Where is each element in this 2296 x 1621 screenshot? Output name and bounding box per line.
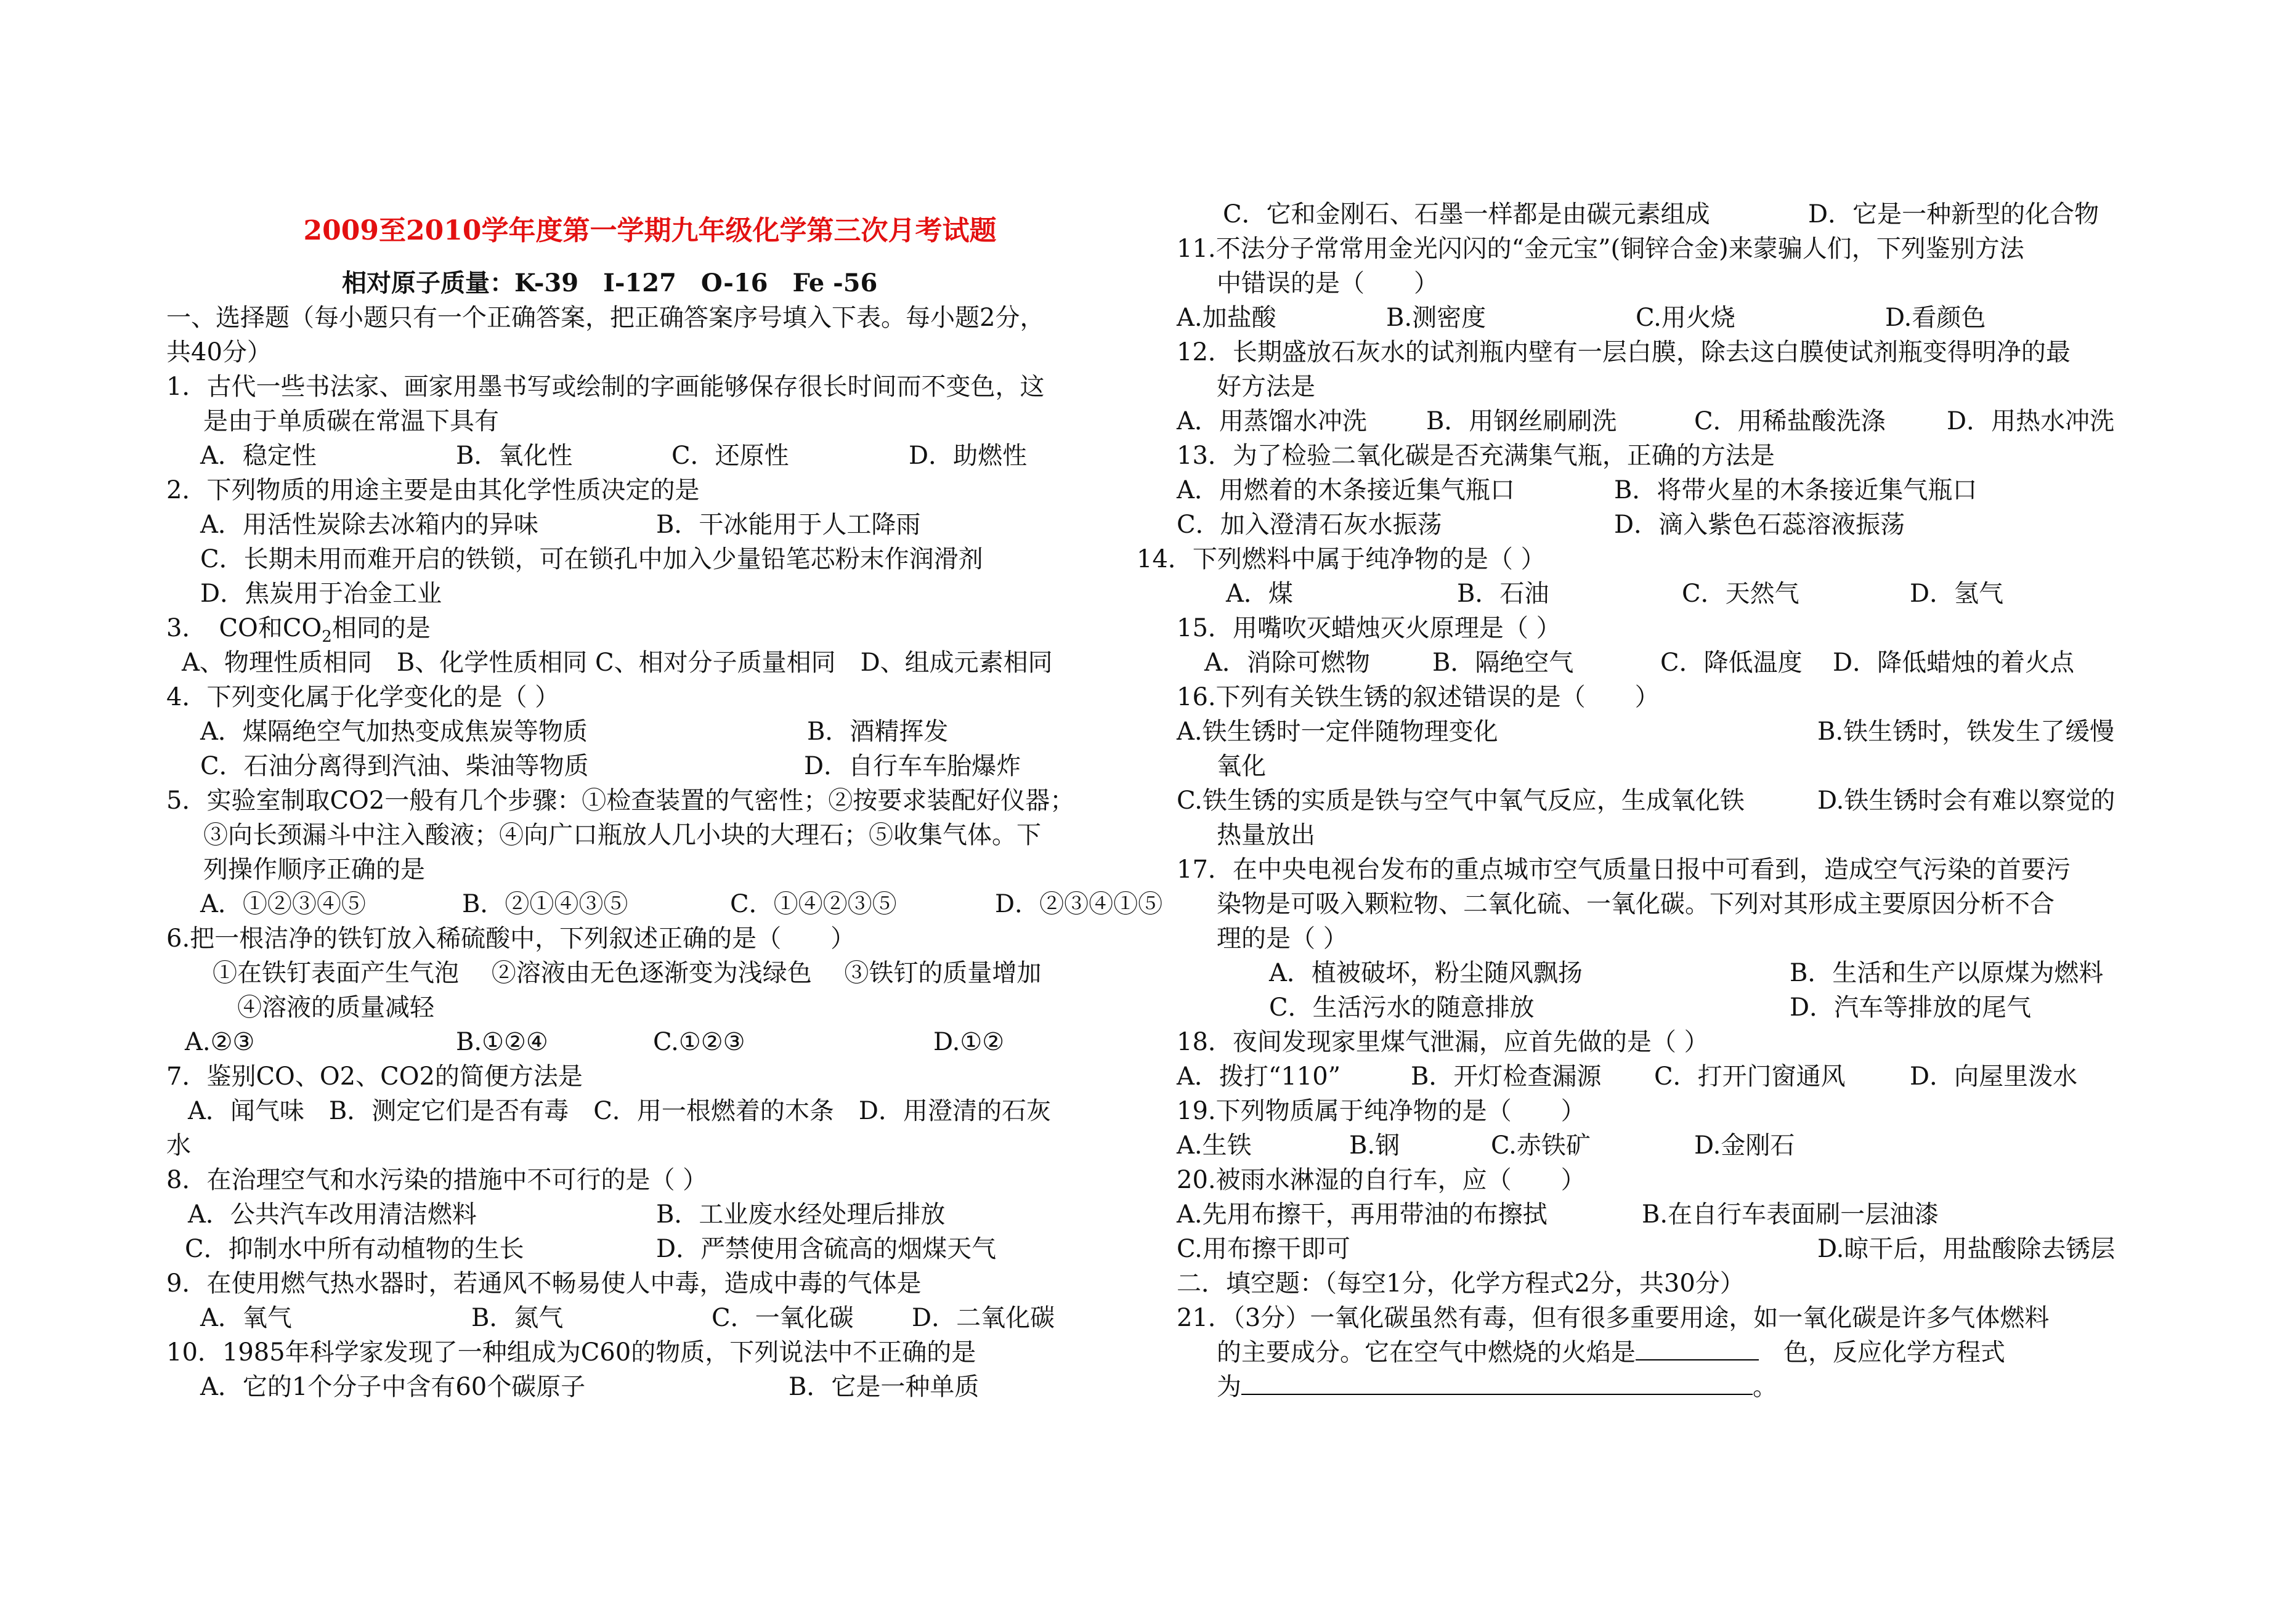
q21-line1-text: 的主要成分。它在空气中燃烧的火焰是 xyxy=(1217,1338,1636,1367)
q17-option-a: A．植被破坏，粉尘随风飘扬 xyxy=(1269,959,1583,987)
q7-options: A．闻气味 B．测定它们是否有毒 C．用一根燃着的木条 D．用澄清的石灰 xyxy=(188,1097,1051,1125)
q6-statements-1: ①在铁钉表面产生气泡 ②溶液由无色逐渐变为浅绿色 ③铁钉的质量增加 xyxy=(213,959,1042,987)
q6-option-d: D.①② xyxy=(933,1028,1005,1056)
question-16: 16.下列有关铁生锈的叙述错误的是（ ） xyxy=(1177,683,1660,711)
q1-option-d: D．助燃性 xyxy=(909,442,1028,470)
question-11-cont: 中错误的是（ ） xyxy=(1217,269,1438,297)
q2-option-c: C．长期未用而难开启的铁锁，可在锁孔中加入少量铅笔芯粉末作润滑剂 xyxy=(200,545,983,573)
question-17-cont2: 理的是（ ） xyxy=(1217,924,1348,953)
q11-option-a: A.加盐酸 xyxy=(1177,304,1276,332)
q21-equation-blank[interactable] xyxy=(1241,1370,1753,1395)
q14-option-d: D．氢气 xyxy=(1910,580,2004,608)
q2-option-a: A．用活性炭除去冰箱内的异味 xyxy=(200,511,538,539)
q11-option-c: C.用火烧 xyxy=(1636,304,1735,332)
q4-option-b: B．酒精挥发 xyxy=(807,718,949,746)
question-12-cont: 好方法是 xyxy=(1217,373,1315,401)
q3-subscript: 2 xyxy=(322,628,332,646)
q10-option-a: A．它的1个分子中含有60个碳原子 xyxy=(200,1373,586,1401)
question-5-cont2: 列操作顺序正确的是 xyxy=(203,855,425,884)
question-5-cont1: ③向长颈漏斗中注入酸液；④向广口瓶放人几小块的大理石；⑤收集气体。下 xyxy=(203,821,1041,849)
q8-option-b: B．工业废水经处理后排放 xyxy=(656,1200,946,1229)
q19-option-d: D.金刚石 xyxy=(1694,1131,1795,1160)
q19-option-b: B.钢 xyxy=(1349,1131,1400,1160)
question-17: 17．在中央电视台发布的重点城市空气质量日报中可看到，造成空气污染的首要污 xyxy=(1177,855,2071,884)
q17-option-b: B．生活和生产以原煤为燃料 xyxy=(1790,959,2104,987)
q21-flame-color-blank[interactable] xyxy=(1636,1336,1759,1360)
q14-option-a: A．煤 xyxy=(1226,580,1293,608)
q15-option-a: A．消除可燃物 xyxy=(1204,649,1370,677)
q16-option-b-cont: 氧化 xyxy=(1217,752,1266,780)
exam-title: 2009至2010学年度第一学期九年级化学第三次月考试题 xyxy=(303,215,997,246)
q13-option-a: A．用燃着的木条接近集气瓶口 xyxy=(1177,476,1515,504)
q14-option-c: C．天然气 xyxy=(1682,580,1799,608)
q18-option-b: B．开灯检查漏源 xyxy=(1411,1062,1602,1091)
q8-option-a: A．公共汽车改用清洁燃料 xyxy=(188,1200,477,1229)
q4-option-d: D．自行车车胎爆炸 xyxy=(804,752,1021,780)
q7-options-cont: 水 xyxy=(166,1131,191,1160)
question-10: 10．1985年科学家发现了一种组成为C60的物质，下列说法中不正确的是 xyxy=(166,1338,976,1367)
question-1: 1．古代一些书法家、画家用墨书写或绘制的字画能够保存很长时间而不变色，这 xyxy=(166,373,1045,401)
q5-option-b: B．②①④③⑤ xyxy=(462,890,628,918)
q19-option-a: A.生铁 xyxy=(1177,1131,1252,1160)
question-12: 12．长期盛放石灰水的试剂瓶内壁有一层白膜，除去这白膜使试剂瓶变得明净的最 xyxy=(1177,338,2071,366)
q3-suffix: 相同的是 xyxy=(331,614,431,642)
q5-option-c: C．①④②③⑤ xyxy=(730,890,897,918)
q14-option-b: B．石油 xyxy=(1457,580,1549,608)
q16-option-c: C.铁生锈的实质是铁与空气中氧气反应，生成氧化铁 xyxy=(1177,786,1745,815)
question-13: 13．为了检验二氧化碳是否充满集气瓶，正确的方法是 xyxy=(1177,442,1775,470)
q16-option-b: B.铁生锈时，铁发生了缓慢 xyxy=(1817,718,2115,746)
q1-option-b: B．氧化性 xyxy=(456,442,573,470)
q15-option-b: B．隔绝空气 xyxy=(1432,649,1574,677)
q6-option-c: C.①②③ xyxy=(653,1028,745,1056)
q4-option-a: A．煤隔绝空气加热变成焦炭等物质 xyxy=(200,718,588,746)
question-21-cont2 xyxy=(1217,1370,1777,1404)
q2-option-d: D．焦炭用于冶金工业 xyxy=(200,580,442,608)
q20-option-b: B.在自行车表面刷一层油漆 xyxy=(1642,1200,1939,1229)
q17-option-c: C．生活污水的随意排放 xyxy=(1269,993,1535,1022)
q3-prefix: 3． CO和CO xyxy=(166,614,322,642)
section2-heading: 二．填空题：（每空1分，化学方程式2分，共30分） xyxy=(1177,1269,1745,1298)
question-6: 6.把一根洁净的铁钉放入稀硫酸中，下列叙述正确的是（ ） xyxy=(166,924,856,953)
q16-option-d: D.铁生锈时会有难以察觉的 xyxy=(1817,786,2115,815)
q1-option-c: C．还原性 xyxy=(671,442,789,470)
q15-option-d: D．降低蜡烛的着火点 xyxy=(1833,649,2075,677)
question-4: 4．下列变化属于化学变化的是（ ） xyxy=(166,683,560,711)
q18-option-c: C．打开门窗通风 xyxy=(1654,1062,1846,1091)
question-21: 21．（3分）一氧化碳虽然有毒，但有很多重要用途，如一氧化碳是许多气体燃料 xyxy=(1177,1304,2050,1332)
question-9: 9．在使用燃气热水器时，若通风不畅易使人中毒，造成中毒的气体是 xyxy=(166,1269,922,1298)
q20-option-d: D.晾干后，用盐酸除去锈层 xyxy=(1817,1235,2115,1263)
q6-statements-2: ④溶液的质量减轻 xyxy=(237,993,434,1022)
q12-option-d: D．用热水冲洗 xyxy=(1947,407,2115,435)
q19-option-c: C.赤铁矿 xyxy=(1491,1131,1591,1160)
q10-option-b: B．它是一种单质 xyxy=(789,1373,980,1401)
q1-option-a: A．稳定性 xyxy=(200,442,317,470)
question-5: 5．实验室制取CO2一般有几个步骤：①检查装置的气密性；②按要求装配好仪器； xyxy=(166,786,1075,815)
q8-option-d: D．严禁使用含硫高的烟煤天气 xyxy=(656,1235,997,1263)
q4-option-c: C．石油分离得到汽油、柴油等物质 xyxy=(200,752,589,780)
q9-option-a: A．氧气 xyxy=(200,1304,292,1332)
q18-option-d: D．向屋里泼水 xyxy=(1910,1062,2078,1091)
question-7: 7．鉴别CO、O2、CO2的简便方法是 xyxy=(166,1062,583,1091)
atomic-mass-line: 相对原子质量：K-39 I-127 O-16 Fe -56 xyxy=(342,269,878,297)
question-11: 11.不法分子常常用金光闪闪的“金元宝”(铜锌合金)来蒙骗人们，下列鉴别方法 xyxy=(1177,235,2024,263)
q16-option-d-cont: 热量放出 xyxy=(1217,821,1315,849)
q21-line1-text-post: 色，反应化学方程式 xyxy=(1783,1338,2005,1367)
section1-heading-cont: 共40分） xyxy=(166,338,272,366)
question-8: 8．在治理空气和水污染的措施中不可行的是（ ） xyxy=(166,1166,708,1194)
q13-option-d: D．滴入紫色石蕊溶液振荡 xyxy=(1614,511,1905,539)
q20-option-c: C.用布擦干即可 xyxy=(1177,1235,1350,1263)
q16-option-a: A.铁生锈时一定伴随物理变化 xyxy=(1177,718,1498,746)
q6-option-a: A.②③ xyxy=(185,1028,255,1056)
q6-option-b: B.①②④ xyxy=(456,1028,548,1056)
q11-option-d: D.看颜色 xyxy=(1885,304,1986,332)
question-17-cont1: 染物是可吸入颗粒物、二氧化硫、一氧化碳。下列对其形成主要原因分析不合 xyxy=(1217,890,2055,918)
q5-option-d: D．②③④①⑤ xyxy=(995,890,1163,918)
question-15: 15．用嘴吹灭蜡烛灭火原理是（ ） xyxy=(1177,614,1561,642)
question-19: 19.下列物质属于纯净物的是（ ） xyxy=(1177,1097,1586,1125)
q3-options: A、物理性质相同 B、化学性质相同 C、相对分子质量相同 D、组成元素相同 xyxy=(182,649,1053,677)
question-21-cont1 xyxy=(1217,1335,2005,1370)
q12-option-c: C．用稀盐酸洗涤 xyxy=(1694,407,1886,435)
q9-option-c: C．一氧化碳 xyxy=(712,1304,854,1332)
q9-option-b: B．氮气 xyxy=(471,1304,564,1332)
question-2: 2．下列物质的用途主要是由其化学性质决定的是 xyxy=(166,476,700,504)
section1-heading: 一、选择题（每小题只有一个正确答案，把正确答案序号填入下表。每小题2分， xyxy=(166,304,1045,332)
question-14: 14．下列燃料中属于纯净物的是（ ） xyxy=(1137,545,1546,573)
q5-option-a: A．①②③④⑤ xyxy=(200,890,366,918)
q15-option-c: C．降低温度 xyxy=(1660,649,1803,677)
question-20: 20.被雨水淋湿的自行车，应（ ） xyxy=(1177,1166,1586,1194)
q9-option-d: D．二氧化碳 xyxy=(912,1304,1055,1332)
q11-option-b: B.测密度 xyxy=(1386,304,1487,332)
q10-option-d: D．它是一种新型的化合物 xyxy=(1808,200,2099,228)
q21-line2-text: 为 xyxy=(1217,1373,1241,1401)
q20-option-a: A.先用布擦干，再用带油的布擦拭 xyxy=(1177,1200,1548,1229)
q12-option-b: B．用钢丝刷刷洗 xyxy=(1426,407,1617,435)
q21-line2-end: 。 xyxy=(1753,1373,1777,1401)
q10-option-c: C．它和金刚石、石墨一样都是由碳元素组成 xyxy=(1223,200,1710,228)
q2-option-b: B．干冰能用于人工降雨 xyxy=(656,511,921,539)
q13-option-c: C．加入澄清石灰水振荡 xyxy=(1177,511,1442,539)
q8-option-c: C．抑制水中所有动植物的生长 xyxy=(185,1235,524,1263)
q17-option-d: D．汽车等排放的尾气 xyxy=(1790,993,2032,1022)
question-1-cont: 是由于单质碳在常温下具有 xyxy=(203,407,499,435)
q12-option-a: A．用蒸馏水冲洗 xyxy=(1177,407,1367,435)
question-18: 18．夜间发现家里煤气泄漏，应首先做的是（ ） xyxy=(1177,1028,1709,1056)
q18-option-a: A．拨打“110” xyxy=(1177,1062,1341,1091)
q13-option-b: B．将带火星的木条接近集气瓶口 xyxy=(1614,476,1978,504)
